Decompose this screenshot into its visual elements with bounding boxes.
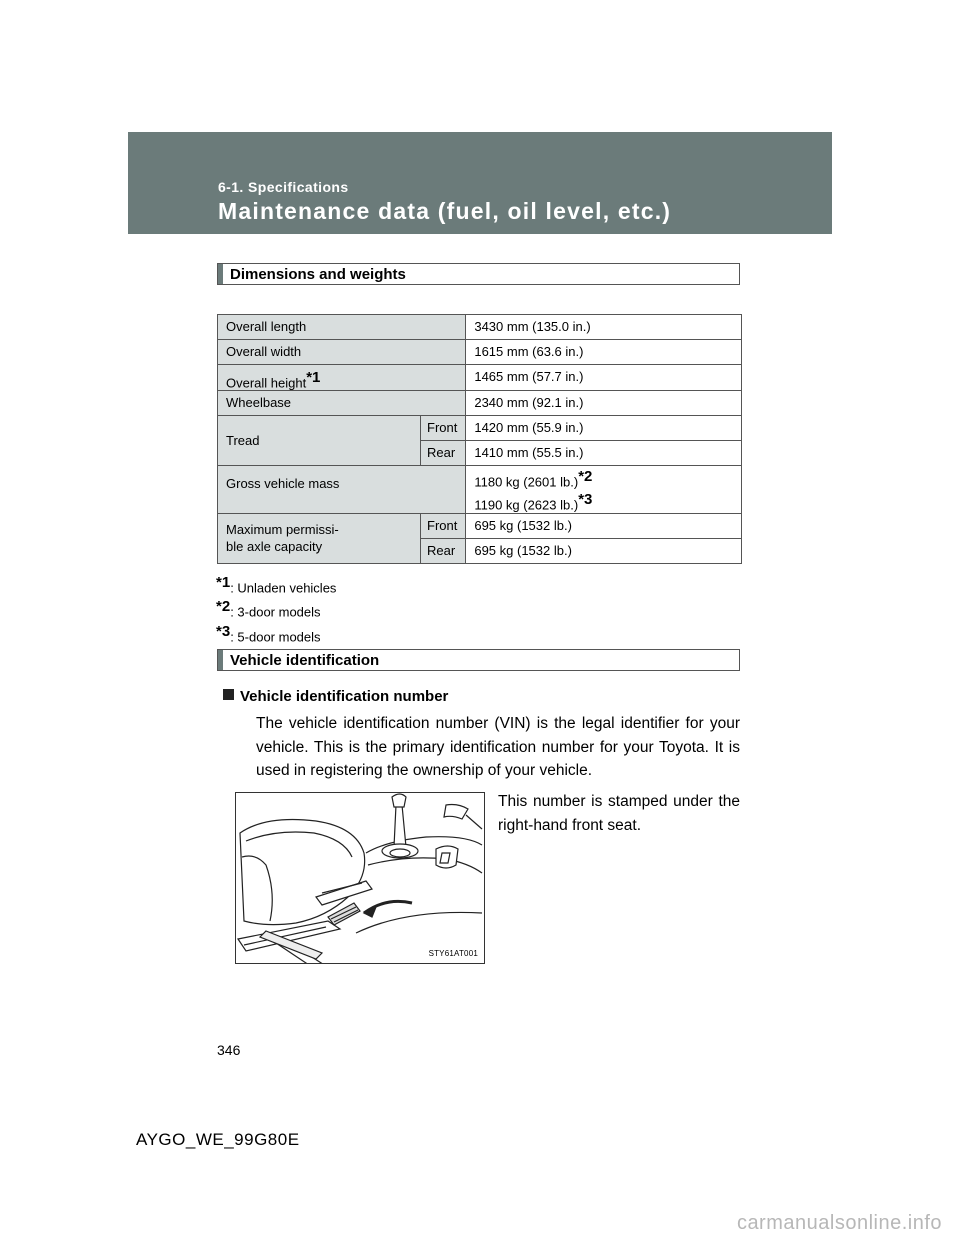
footnote-text: Unladen vehicles: [237, 580, 337, 596]
table-row: [218, 365, 742, 391]
row-label: Overall width: [218, 340, 466, 365]
dimensions-heading-text: Dimensions and weights: [230, 266, 406, 283]
vin-subheading-text: Vehicle identification number: [240, 688, 449, 705]
tread-front-label: Front: [421, 416, 466, 441]
vehicle-id-heading: [217, 649, 740, 671]
axle-rear-value: 695 kg (1532 lb.): [466, 538, 742, 563]
table-row: [218, 391, 742, 416]
axle-front-value: 695 kg (1532 lb.): [466, 513, 742, 538]
dimensions-table: [217, 314, 742, 564]
vehicle-id-heading-text: Vehicle identification: [230, 652, 380, 669]
page-number: 346: [217, 1042, 241, 1058]
vin-paragraph: The vehicle identification number (VIN) is the legal identifier for your vehicle. This is the primary identification number for your Toyota. It is used in registering the ownership of your vehicle.: [256, 715, 740, 779]
section-label: 6-1. Specifications: [218, 179, 349, 195]
overall-height-label-cell: [218, 365, 466, 391]
gross-mass-value-cell: [466, 466, 742, 514]
table-row: [218, 513, 742, 538]
footnote-ref: *3: [578, 490, 593, 508]
document-code: AYGO_WE_99G80E: [136, 1130, 300, 1149]
footnote-ref: *1: [306, 369, 321, 386]
footnote-text: 3-door models: [237, 604, 321, 620]
axle-label-cell: [218, 513, 421, 563]
row-label: Overall height: [226, 375, 307, 391]
table-row: [218, 340, 742, 365]
vin-subheading: [240, 688, 448, 705]
footnote-mark: *2: [216, 598, 231, 616]
gross-mass-value-2: 1190 kg (2623 lb.): [474, 496, 579, 512]
axle-label-line1: Maximum permissi-: [226, 522, 339, 538]
gross-mass-value-1: 1180 kg (2601 lb.): [474, 474, 579, 490]
table-row: [218, 466, 742, 514]
row-value: 3430 mm (135.0 in.): [466, 315, 742, 340]
footnote-item: $^{*1}$: Unladen vehicles: [216, 574, 337, 596]
table-row: [218, 315, 742, 340]
figure-code: STY61AT001: [428, 949, 478, 958]
footnote-ref: *2: [578, 468, 593, 486]
tread-label: Tread: [218, 416, 421, 466]
row-value: 1615 mm (63.6 in.): [466, 340, 742, 365]
footnote-text: 5-door models: [237, 628, 321, 644]
watermark: carmanualsonline.info: [736, 1212, 942, 1234]
vin-location-text: This number is stamped under the right-hand front seat.: [498, 793, 740, 834]
page-title: Maintenance data (fuel, oil level, etc.): [218, 198, 672, 224]
axle-label-line2: ble axle capacity: [226, 539, 323, 555]
page-header: [128, 132, 832, 234]
row-value: 1465 mm (57.7 in.): [466, 365, 742, 391]
heading-accent-bar: [218, 264, 223, 284]
table-row: [218, 416, 742, 441]
dimensions-heading: [217, 263, 740, 285]
axle-front-label: Front: [421, 513, 466, 538]
heading-accent-bar: [218, 650, 223, 670]
vin-location-figure: [235, 792, 485, 964]
tread-front-value: 1420 mm (55.9 in.): [466, 416, 742, 441]
gross-mass-label: Gross vehicle mass: [218, 466, 466, 514]
axle-rear-label: Rear: [421, 538, 466, 563]
seat-illustration: [236, 793, 485, 964]
tread-rear-value: 1410 mm (55.5 in.): [466, 441, 742, 466]
tread-rear-label: Rear: [421, 441, 466, 466]
footnote-item: $^{*3}$: 5-door models: [216, 622, 321, 644]
footnote-mark: *1: [216, 574, 231, 591]
footnote-mark: *3: [216, 622, 231, 640]
footnotes: [216, 573, 336, 646]
square-bullet-icon: [223, 689, 234, 700]
row-label: Overall length: [218, 315, 466, 340]
row-label: Wheelbase: [218, 391, 466, 416]
footnote-item: $^{*2}$: 3-door models: [216, 598, 321, 620]
row-value: 2340 mm (92.1 in.): [466, 391, 742, 416]
